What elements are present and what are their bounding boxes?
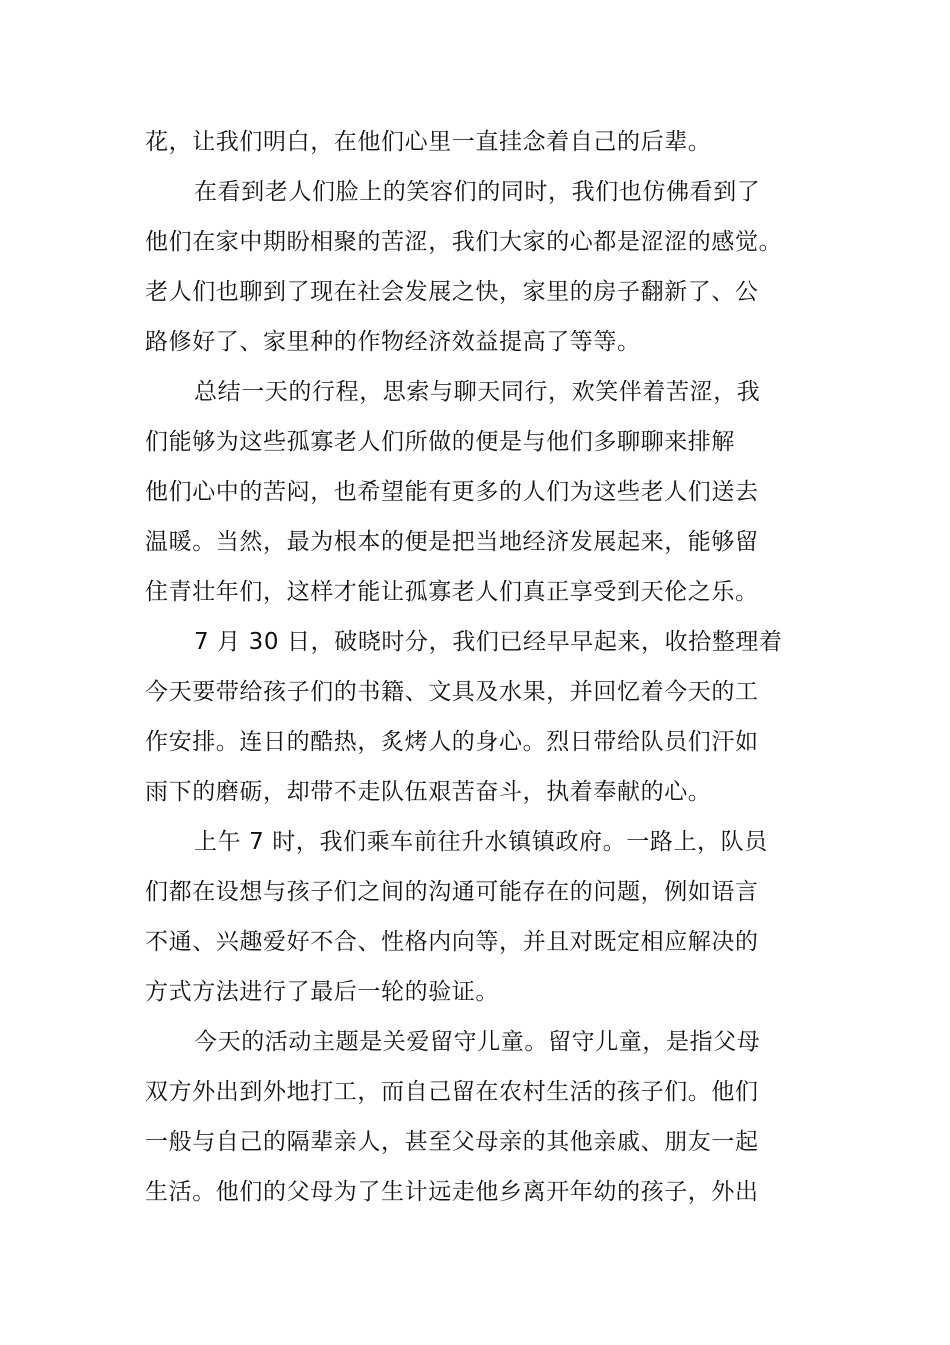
paragraph-5-line-2: 们都在设想与孩子们之间的沟通可能存在的问题，例如语言 xyxy=(145,879,759,905)
paragraph-2-line-1: 在看到老人们脸上的笑容们的同时，我们也仿佛看到了 xyxy=(194,179,761,205)
paragraph-5-line-4: 方式方法进行了最后一轮的验证。 xyxy=(145,979,499,1005)
paragraph-6-line-3: 一般与自己的隔辈亲人，甚至父母亲的其他亲戚、朋友一起 xyxy=(145,1129,759,1155)
paragraph-6-line-2: 双方外出到外地打工，而自己留在农村生活的孩子们。他们 xyxy=(145,1079,759,1105)
paragraph-2-line-3: 老人们也聊到了现在社会发展之快，家里的房子翻新了、公 xyxy=(145,279,759,305)
paragraph-3-line-5: 住青壮年们，这样才能让孤寡老人们真正享受到天伦之乐。 xyxy=(145,579,759,605)
paragraph-1-line-1: 花，让我们明白，在他们心里一直挂念着自己的后辈。 xyxy=(145,129,712,155)
paragraph-3-line-3: 他们心中的苦闷，也希望能有更多的人们为这些老人们送去 xyxy=(145,479,759,505)
paragraph-5-line-1: 上午 7 时，我们乘车前往升水镇镇政府。一路上，队员 xyxy=(194,829,768,855)
paragraph-4-line-1: 7 月 30 日，破晓时分，我们已经早早起来，收拾整理着 xyxy=(194,629,783,655)
paragraph-5-line-3: 不通、兴趣爱好不合、性格内向等，并且对既定相应解决的 xyxy=(145,929,759,955)
paragraph-6-line-1: 今天的活动主题是关爱留守儿童。留守儿童，是指父母 xyxy=(194,1029,761,1055)
paragraph-3-line-4: 温暖。当然，最为根本的便是把当地经济发展起来，能够留 xyxy=(145,529,759,555)
paragraph-6-line-4: 生活。他们的父母为了生计远走他乡离开年幼的孩子，外出 xyxy=(145,1179,759,1205)
paragraph-2-line-4: 路修好了、家里种的作物经济效益提高了等等。 xyxy=(145,329,641,355)
paragraph-3-line-1: 总结一天的行程，思索与聊天同行，欢笑伴着苦涩，我 xyxy=(194,379,761,405)
paragraph-4-line-4: 雨下的磨砺，却带不走队伍艰苦奋斗，执着奉献的心。 xyxy=(145,779,712,805)
paragraph-2-line-2: 他们在家中期盼相聚的苦涩，我们大家的心都是涩涩的感觉。 xyxy=(145,229,783,255)
paragraph-3-line-2: 们能够为这些孤寡老人们所做的便是与他们多聊聊来排解 xyxy=(145,429,735,455)
paragraph-4-line-3: 作安排。连日的酷热，炙烤人的身心。烈日带给队员们汗如 xyxy=(145,729,759,755)
paragraph-4-line-2: 今天要带给孩子们的书籍、文具及水果，并回忆着今天的工 xyxy=(145,679,759,705)
